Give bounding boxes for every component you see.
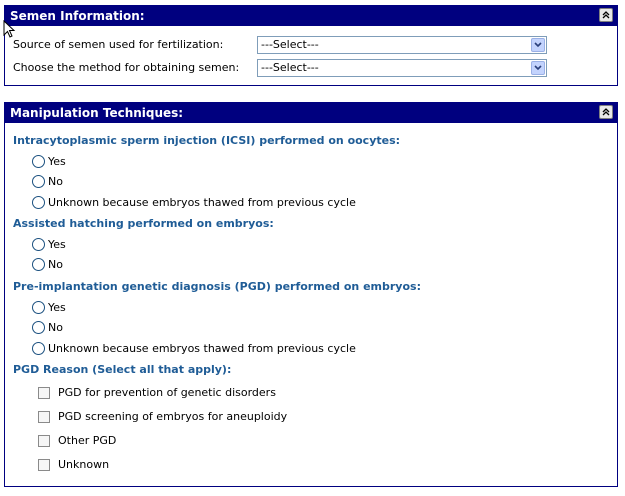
pgd-no-radio[interactable] [32,321,63,334]
radio-circle[interactable] [32,175,45,188]
manip-collapse-button[interactable] [599,105,613,119]
chevron-up-icon [601,10,611,20]
option-label: No [48,175,63,188]
option-label: No [48,258,63,271]
manip-panel-header [5,103,617,123]
manip-panel-title: Manipulation Techniques: [10,106,184,120]
chevron-up-icon [601,107,611,117]
radio-circle[interactable] [32,196,45,209]
option-label: Other PGD [58,434,117,447]
radio-circle[interactable] [32,258,45,271]
checkbox-box[interactable] [38,411,50,423]
option-label: PGD for prevention of genetic disorders [58,386,276,399]
chevron-down-icon[interactable] [531,38,545,52]
option-label: PGD screening of embryos for aneuploidy [58,410,288,423]
semen-source-value: ---Select--- [261,38,319,51]
pgd-unknown-checkbox[interactable] [38,458,109,471]
option-label: Yes [48,301,66,314]
checkbox-box[interactable] [38,435,50,447]
pgd-question: Pre-implantation genetic diagnosis (PGD) performed on embryos: [13,280,421,293]
radio-circle[interactable] [32,342,45,355]
option-label: Yes [48,238,66,251]
hatching-no-radio[interactable] [32,258,63,271]
pgd-unknown-radio[interactable] [32,342,356,355]
pgd-reason-question: PGD Reason (Select all that apply): [13,363,232,376]
manipulation-techniques-panel [4,102,618,487]
pgd-other-checkbox[interactable] [38,434,116,447]
option-label: Yes [48,155,66,168]
radio-circle[interactable] [32,321,45,334]
chevron-down-icon[interactable] [531,61,545,75]
semen-information-panel [4,5,618,86]
semen-panel-title: Semen Information: [10,9,145,23]
semen-collapse-button[interactable] [599,8,613,22]
option-label: No [48,321,63,334]
pgd-genetic-disorders-checkbox[interactable] [38,386,276,399]
semen-source-label: Source of semen used for fertilization: [13,38,224,51]
checkbox-box[interactable] [38,387,50,399]
option-label: Unknown because embryos thawed from previous cycle [48,196,356,209]
icsi-yes-radio[interactable] [32,155,66,168]
radio-circle[interactable] [32,155,45,168]
hatching-yes-radio[interactable] [32,238,66,251]
icsi-question: Intracytoplasmic sperm injection (ICSI) performed on oocytes: [13,134,401,147]
radio-circle[interactable] [32,238,45,251]
mouse-cursor-icon [3,20,17,40]
hatching-question: Assisted hatching performed on embryos: [13,217,274,230]
semen-method-value: ---Select--- [261,61,319,74]
checkbox-box[interactable] [38,459,50,471]
pgd-yes-radio[interactable] [32,301,66,314]
pgd-aneuploidy-checkbox[interactable] [38,410,287,423]
icsi-unknown-radio[interactable] [32,196,356,209]
option-label: Unknown [58,458,110,471]
semen-panel-header [5,6,617,26]
semen-method-select[interactable] [257,59,547,77]
radio-circle[interactable] [32,301,45,314]
semen-source-select[interactable] [257,36,547,54]
semen-method-label: Choose the method for obtaining semen: [13,61,240,74]
option-label: Unknown because embryos thawed from previous cycle [48,342,356,355]
icsi-no-radio[interactable] [32,175,63,188]
